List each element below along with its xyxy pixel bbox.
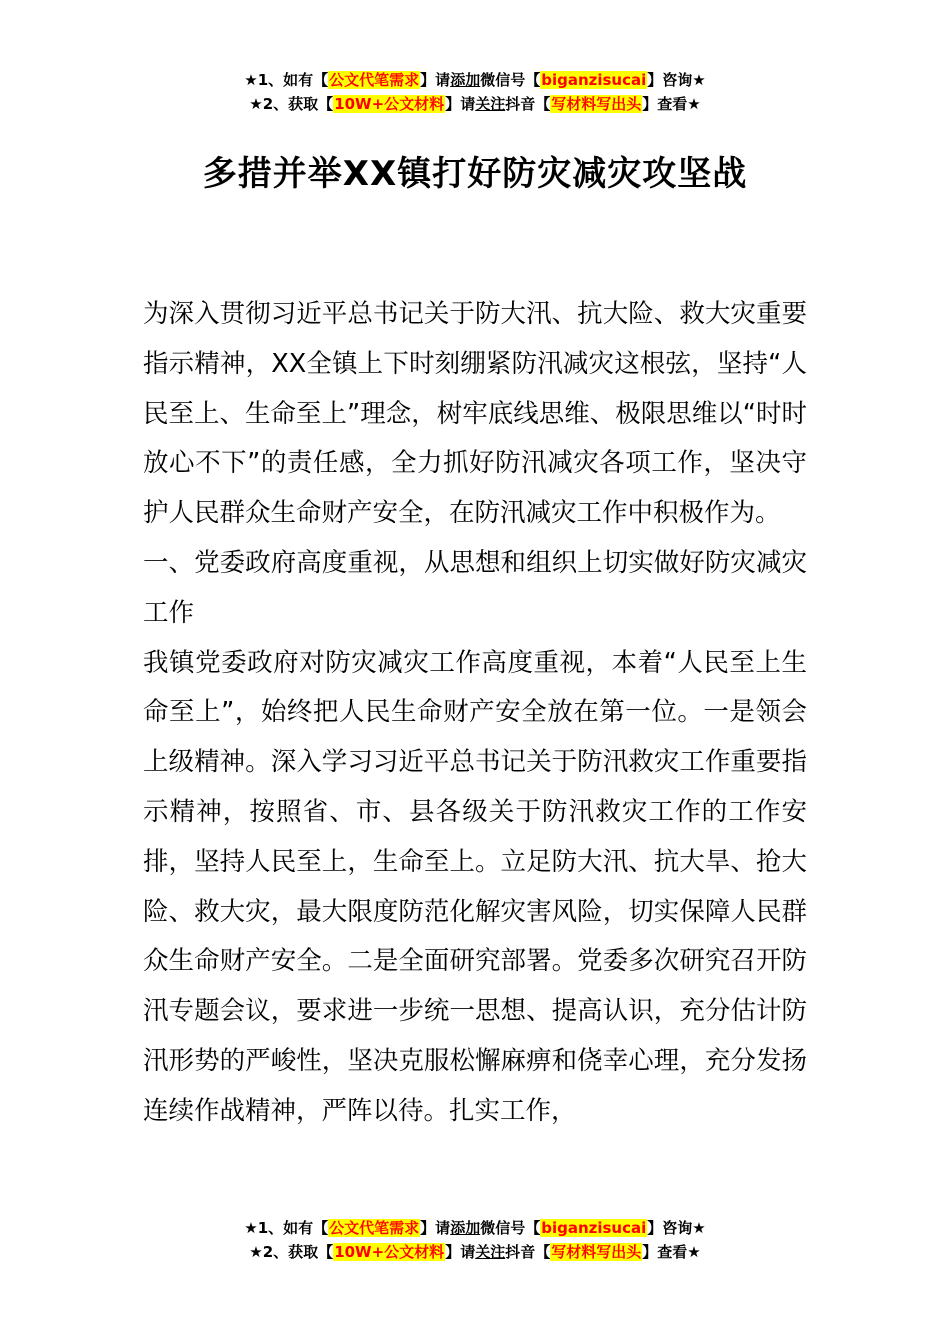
promo-line-1-underlined: 添加 xyxy=(450,71,481,89)
promo-line-1-prefix: ★1、如有【 xyxy=(244,71,329,89)
promo-line-2-highlight-materials: 10W+公文材料 xyxy=(334,1243,445,1261)
promo-line-1 xyxy=(0,68,950,92)
promo-line-1-prefix: ★1、如有【 xyxy=(244,1219,329,1237)
promo-line-2-mid: 】请 xyxy=(445,95,476,113)
bottom-promo-banner xyxy=(0,1216,950,1264)
promo-line-1-suffix: 】咨询★ xyxy=(647,1219,706,1237)
top-promo-banner xyxy=(0,68,950,116)
promo-line-1-highlight-wechat: biganzisucai xyxy=(541,71,647,89)
promo-line-2-suffix: 】查看★ xyxy=(642,95,701,113)
document-body xyxy=(143,290,807,1137)
promo-line-2-highlight-materials: 10W+公文材料 xyxy=(334,95,445,113)
promo-line-2-highlight-douyin: 写材料写出头 xyxy=(551,95,642,113)
promo-line-1 xyxy=(0,1216,950,1240)
paragraph-section-1: 我镇党委政府对防灾减灾工作高度重视，本着“人民至上生命至上”，始终把人民生命财产安全放在第一位。一是领会上级精神。深入学习习近平总书记关于防汛救灾工作重要指示精神，按照省、市、县各级关于防汛救灾工作的工作安排，坚持人民至上，生命至上。立足防大汛、抗大旱、抢大险、救大灾，最大限度防范化解灾害风险，切实保障人民群众生命财产安全。二是全面研究部署。党委多次研究召开防汛专题会议，要求进一步统一思想、提高认识，充分估计防汛形势的严峻性，坚决克服松懈麻痹和侥幸心理，充分发扬连续作战精神，严阵以待。扎实工作， xyxy=(143,647,807,1126)
promo-line-2-underlined: 关注 xyxy=(475,95,506,113)
promo-line-2-prefix: ★2、获取【 xyxy=(249,1243,334,1261)
promo-line-2-mid2: 抖音【 xyxy=(505,95,551,113)
promo-line-1-highlight-service: 公文代笔需求 xyxy=(329,1219,420,1237)
promo-line-2-mid2: 抖音【 xyxy=(505,1243,551,1261)
document-title: 多措并举XX镇打好防灾减灾攻坚战 xyxy=(202,154,748,194)
promo-line-1-mid: 】请 xyxy=(420,1219,451,1237)
promo-line-1-underlined: 添加 xyxy=(450,1219,481,1237)
promo-line-2 xyxy=(0,92,950,116)
promo-line-2-highlight-douyin: 写材料写出头 xyxy=(551,1243,642,1261)
promo-line-2-suffix: 】查看★ xyxy=(642,1243,701,1261)
promo-line-1-highlight-wechat: biganzisucai xyxy=(541,1219,647,1237)
promo-line-2-prefix: ★2、获取【 xyxy=(249,95,334,113)
promo-line-2-mid: 】请 xyxy=(445,1243,476,1261)
promo-line-1-mid2: 微信号【 xyxy=(480,71,541,89)
promo-line-1-highlight-service: 公文代笔需求 xyxy=(329,71,420,89)
promo-line-1-mid: 】请 xyxy=(420,71,451,89)
promo-line-2 xyxy=(0,1240,950,1264)
promo-line-2-underlined: 关注 xyxy=(475,1243,506,1261)
promo-line-1-mid2: 微信号【 xyxy=(480,1219,541,1237)
promo-line-1-suffix: 】咨询★ xyxy=(647,71,706,89)
section-heading-1: 一、党委政府高度重视，从思想和组织上切实做好防灾减灾工作 xyxy=(143,547,807,628)
paragraph-intro: 为深入贯彻习近平总书记关于防大汛、抗大险、救大灾重要指示精神，XX全镇上下时刻绷紧防汛减灾这根弦，坚持“人民至上、生命至上”理念，树牢底线思维、极限思维以“时时放心不下”的责任感，全力抓好防汛减灾各项工作，坚决守护人民群众生命财产安全，在防汛减灾工作中积极作为。 xyxy=(143,299,807,529)
